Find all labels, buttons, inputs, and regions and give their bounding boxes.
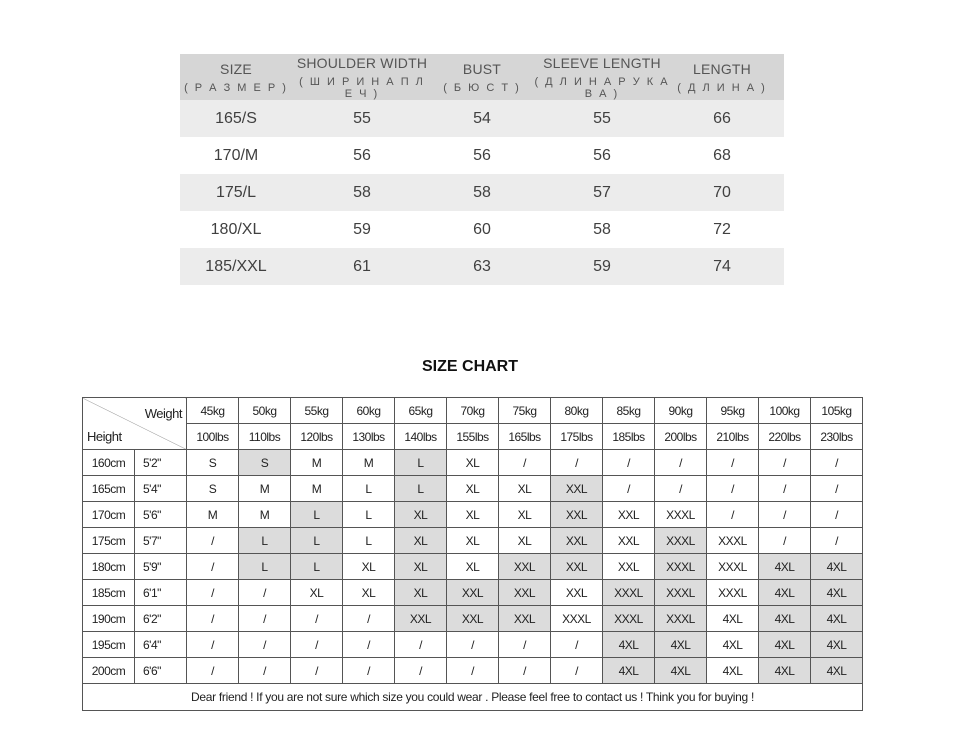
size-cell: XXL	[551, 554, 603, 580]
measurement-cell: 56	[593, 146, 611, 164]
weight-lbs-header: 130lbs	[343, 424, 395, 450]
chart-row	[83, 580, 863, 606]
chart-row	[83, 554, 863, 580]
header-en: LENGTH	[693, 60, 751, 77]
header-ru: ( Ш И Р И Н А П Л Е Ч )	[299, 75, 425, 100]
size-cell: M	[239, 502, 291, 528]
measurement-cell: 70	[713, 183, 731, 201]
size-cell: XL	[447, 476, 499, 502]
chart-row	[83, 658, 863, 684]
measurement-body	[180, 100, 784, 285]
measurement-cell: 59	[353, 220, 371, 238]
measurement-cell: 57	[593, 183, 611, 201]
size-cell: 4XL	[811, 580, 863, 606]
size-cell: 4XL	[759, 554, 811, 580]
size-cell: /	[551, 658, 603, 684]
height-ft: 6'6"	[135, 658, 187, 684]
weight-kg-header: 100kg	[759, 398, 811, 424]
size-cell: /	[447, 632, 499, 658]
size-cell: XXL	[395, 606, 447, 632]
size-cell: /	[811, 450, 863, 476]
size-cell: 4XL	[655, 658, 707, 684]
measurement-header	[180, 54, 784, 100]
size-cell: XXXL	[655, 580, 707, 606]
header-ru: ( Д Л И Н А )	[677, 81, 767, 94]
header-size	[180, 54, 292, 100]
size-chart-table	[82, 397, 863, 711]
weight-lbs-header: 210lbs	[707, 424, 759, 450]
weight-kg-header: 80kg	[551, 398, 603, 424]
size-cell: /	[239, 606, 291, 632]
height-cm: 200cm	[83, 658, 135, 684]
size-cell: 4XL	[811, 658, 863, 684]
chart-row	[83, 502, 863, 528]
size-cell: XL	[499, 528, 551, 554]
size-cell: /	[239, 632, 291, 658]
weight-lbs-header: 120lbs	[291, 424, 343, 450]
measurement-row	[180, 211, 784, 248]
measurement-cell: 185/XXL	[205, 257, 267, 275]
size-cell: XL	[447, 554, 499, 580]
header-bust	[432, 54, 532, 100]
size-cell: L	[343, 528, 395, 554]
footer-note: Dear friend ! If you are not sure which size you could wear . Please feel free to contact us ! Think you for buying !	[83, 684, 863, 711]
height-cm: 175cm	[83, 528, 135, 554]
size-cell: 4XL	[811, 632, 863, 658]
weight-lbs-header: 200lbs	[655, 424, 707, 450]
size-cell: XXL	[499, 554, 551, 580]
size-cell: /	[811, 502, 863, 528]
height-cm: 190cm	[83, 606, 135, 632]
weight-kg-header: 55kg	[291, 398, 343, 424]
weight-lbs-header: 185lbs	[603, 424, 655, 450]
size-cell: XXL	[603, 554, 655, 580]
size-cell: M	[343, 450, 395, 476]
size-cell: XXL	[551, 580, 603, 606]
size-cell: L	[239, 554, 291, 580]
size-cell: XL	[395, 502, 447, 528]
size-cell: XXL	[447, 580, 499, 606]
measurement-cell: 58	[593, 220, 611, 238]
size-cell: /	[707, 450, 759, 476]
size-cell: 4XL	[603, 658, 655, 684]
height-ft: 5'9"	[135, 554, 187, 580]
size-cell: /	[187, 658, 239, 684]
size-cell: /	[655, 450, 707, 476]
size-cell: 4XL	[759, 606, 811, 632]
chart-row	[83, 528, 863, 554]
weight-kg-header: 90kg	[655, 398, 707, 424]
size-cell: L	[395, 476, 447, 502]
size-cell: XL	[291, 580, 343, 606]
size-cell: /	[291, 632, 343, 658]
size-cell: /	[603, 450, 655, 476]
height-ft: 5'7"	[135, 528, 187, 554]
size-cell: 4XL	[759, 632, 811, 658]
weight-lbs-header: 155lbs	[447, 424, 499, 450]
size-cell: 4XL	[655, 632, 707, 658]
size-cell: L	[239, 528, 291, 554]
measurement-cell: 55	[593, 109, 611, 127]
size-cell: XXXL	[707, 528, 759, 554]
height-ft: 5'2"	[135, 450, 187, 476]
size-cell: /	[811, 476, 863, 502]
measurement-row	[180, 248, 784, 285]
height-ft: 6'2"	[135, 606, 187, 632]
measurement-cell: 58	[473, 183, 491, 201]
size-cell: XXXL	[655, 528, 707, 554]
size-cell: /	[759, 476, 811, 502]
measurement-row	[180, 100, 784, 137]
height-ft: 6'4"	[135, 632, 187, 658]
size-cell: /	[395, 632, 447, 658]
header-en: BUST	[462, 60, 502, 77]
size-chart-title: SIZE CHART	[422, 358, 518, 375]
size-cell: /	[759, 528, 811, 554]
size-cell: /	[499, 450, 551, 476]
chart-row	[83, 450, 863, 476]
weight-kg-header: 75kg	[499, 398, 551, 424]
measurement-cell: 54	[473, 109, 491, 127]
size-cell: XL	[343, 554, 395, 580]
weight-lbs-header: 110lbs	[239, 424, 291, 450]
size-cell: /	[291, 658, 343, 684]
measurement-cell: 66	[713, 109, 731, 127]
size-cell: XXL	[499, 580, 551, 606]
size-cell: L	[343, 476, 395, 502]
size-cell: S	[187, 476, 239, 502]
height-cm: 180cm	[83, 554, 135, 580]
weight-lbs-header: 220lbs	[759, 424, 811, 450]
size-cell: 4XL	[707, 658, 759, 684]
height-cm: 165cm	[83, 476, 135, 502]
measurement-row	[180, 137, 784, 174]
header-shoulder	[292, 54, 432, 100]
size-cell: 4XL	[707, 632, 759, 658]
size-cell: /	[187, 528, 239, 554]
size-cell: XXXL	[655, 502, 707, 528]
size-cell: S	[187, 450, 239, 476]
height-cm: 195cm	[83, 632, 135, 658]
measurement-cell: 68	[713, 146, 731, 164]
size-cell: XL	[395, 528, 447, 554]
size-cell: M	[239, 476, 291, 502]
measurement-cell: 59	[593, 257, 611, 275]
measurement-cell: 61	[353, 257, 371, 275]
size-cell: S	[239, 450, 291, 476]
size-cell: 4XL	[811, 606, 863, 632]
size-cell: XL	[447, 528, 499, 554]
size-cell: XXXL	[707, 580, 759, 606]
size-cell: /	[187, 606, 239, 632]
height-ft: 6'1"	[135, 580, 187, 606]
size-cell: XXL	[551, 528, 603, 554]
height-ft: 5'4"	[135, 476, 187, 502]
measurement-cell: 175/L	[215, 183, 257, 201]
measurement-cell: 180/XL	[210, 220, 262, 238]
measurement-cell: 55	[353, 109, 371, 127]
size-cell: /	[239, 580, 291, 606]
header-length	[672, 54, 772, 100]
size-cell: /	[395, 658, 447, 684]
size-cell: /	[707, 476, 759, 502]
size-cell: XL	[395, 580, 447, 606]
size-cell: XL	[499, 502, 551, 528]
measurement-cell: 63	[473, 257, 491, 275]
measurement-cell: 56	[473, 146, 491, 164]
weight-lbs-header: 230lbs	[811, 424, 863, 450]
height-ft: 5'6"	[135, 502, 187, 528]
weight-kg-header: 50kg	[239, 398, 291, 424]
weight-kg-header: 95kg	[707, 398, 759, 424]
size-cell: 4XL	[707, 606, 759, 632]
size-cell: XL	[447, 502, 499, 528]
size-cell: L	[343, 502, 395, 528]
size-cell: /	[187, 554, 239, 580]
size-cell: /	[655, 476, 707, 502]
size-cell: /	[187, 580, 239, 606]
size-cell: XXXL	[551, 606, 603, 632]
header-en: SHOULDER WIDTH	[296, 54, 428, 71]
size-cell: /	[707, 502, 759, 528]
size-cell: 4XL	[759, 658, 811, 684]
weight-lbs-header: 100lbs	[187, 424, 239, 450]
size-cell: 4XL	[759, 580, 811, 606]
size-cell: /	[551, 450, 603, 476]
measurement-row	[180, 174, 784, 211]
chart-row	[83, 632, 863, 658]
measurement-cell: 60	[473, 220, 491, 238]
header-ru: ( Д Л И Н А Р У К А В А )	[534, 75, 670, 100]
size-cell: M	[291, 476, 343, 502]
height-cm: 160cm	[83, 450, 135, 476]
weight-lbs-header: 165lbs	[499, 424, 551, 450]
measurement-cell: 72	[713, 220, 731, 238]
size-cell: XXL	[551, 502, 603, 528]
size-cell: /	[187, 632, 239, 658]
weight-kg-header: 105kg	[811, 398, 863, 424]
size-cell: L	[395, 450, 447, 476]
measurement-table	[180, 54, 784, 285]
size-cell: /	[759, 450, 811, 476]
weight-lbs-header: 140lbs	[395, 424, 447, 450]
weight-kg-header: 85kg	[603, 398, 655, 424]
measurement-cell: 56	[353, 146, 371, 164]
size-cell: /	[499, 632, 551, 658]
size-cell: XXL	[447, 606, 499, 632]
chart-row	[83, 606, 863, 632]
header-ru: ( Б Ю С Т )	[443, 81, 521, 94]
weight-kg-header: 60kg	[343, 398, 395, 424]
height-cm: 170cm	[83, 502, 135, 528]
measurement-cell: 170/M	[213, 146, 259, 164]
size-cell: /	[603, 476, 655, 502]
size-cell: XXL	[499, 606, 551, 632]
header-en: SLEEVE LENGTH	[543, 54, 661, 71]
chart-row	[83, 476, 863, 502]
size-cell: /	[447, 658, 499, 684]
size-cell: /	[343, 606, 395, 632]
size-cell: M	[187, 502, 239, 528]
measurement-cell: 58	[353, 183, 371, 201]
height-cm: 185cm	[83, 580, 135, 606]
size-cell: XXXL	[603, 580, 655, 606]
size-cell: L	[291, 528, 343, 554]
size-cell: /	[499, 658, 551, 684]
weight-lbs-header: 175lbs	[551, 424, 603, 450]
measurement-cell: 165/S	[215, 109, 257, 127]
size-cell: XL	[447, 450, 499, 476]
corner-cell	[83, 398, 187, 450]
size-cell: 4XL	[603, 632, 655, 658]
size-cell: XXXL	[655, 554, 707, 580]
weight-kg-header: 70kg	[447, 398, 499, 424]
size-cell: /	[759, 502, 811, 528]
size-cell: XXL	[603, 528, 655, 554]
size-cell: /	[551, 632, 603, 658]
weight-kg-header: 45kg	[187, 398, 239, 424]
size-cell: L	[291, 502, 343, 528]
header-sleeve	[532, 54, 672, 100]
size-cell: L	[291, 554, 343, 580]
header-ru: ( Р А З М Е Р )	[184, 81, 288, 94]
size-cell: XXL	[603, 502, 655, 528]
size-cell: /	[239, 658, 291, 684]
size-cell: XXXL	[655, 606, 707, 632]
size-cell: /	[343, 658, 395, 684]
size-cell: XXXL	[707, 554, 759, 580]
size-cell: /	[291, 606, 343, 632]
size-cell: XL	[395, 554, 447, 580]
size-cell: M	[291, 450, 343, 476]
weight-kg-header: 65kg	[395, 398, 447, 424]
size-cell: /	[343, 632, 395, 658]
weight-label: Weight	[144, 406, 182, 421]
size-cell: /	[811, 528, 863, 554]
size-cell: XL	[499, 476, 551, 502]
size-cell: XXL	[551, 476, 603, 502]
size-cell: 4XL	[811, 554, 863, 580]
size-cell: XL	[343, 580, 395, 606]
height-label: Height	[87, 429, 122, 444]
header-en: SIZE	[220, 60, 252, 77]
measurement-cell: 74	[713, 257, 731, 275]
size-cell: XXXL	[603, 606, 655, 632]
